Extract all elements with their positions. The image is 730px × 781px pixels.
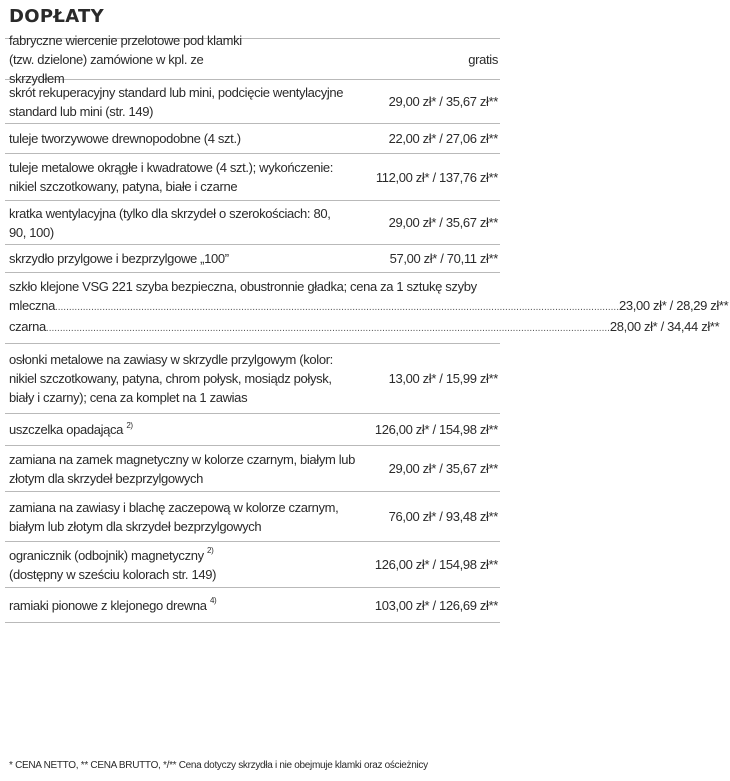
table-row [5, 587, 500, 623]
row-price: 103,00 zł* / 126,69 zł** [374, 597, 498, 613]
table-row [5, 32, 500, 86]
row-description: tuleje metalowe okrągłe i kwadratowe (4 szt.); wykończenie: nikiel szczotkowany, patyna, białe i czarne [9, 160, 334, 194]
option-price: 28,00 zł* / 34,44 zł** [609, 319, 720, 334]
row-description: skrót rekuperacyjny standard lub mini, podcięcie wentylacyjne standard lub mini (str. 149) [9, 84, 344, 119]
description-text: ramiaki pionowe z klejonego drewna [9, 597, 207, 613]
row-price: 13,00 zł* / 15,99 zł** [388, 371, 498, 386]
table-row [5, 272, 729, 343]
row-description [5, 420, 358, 439]
option-label: mleczna [9, 298, 55, 313]
row-description: fabryczne wiercenie przelotowe pod klamki (tzw. dzielone) zamówione w kpl. ze skrzydłem [9, 32, 242, 86]
row-description: osłonki metalowe na zawiasy w skrzydle przylgowym (kolor: nikiel szczotkowany, patyna, chrom połysk, mosiądz połysk, biały i czarny); cena za komplet na 1 zawias [9, 352, 333, 405]
row-price: 22,00 zł* / 27,06 zł** [388, 131, 498, 146]
price-footnote: * CENA NETTO, ** CENA BRUTTO, */** Cena dotyczy skrzydła i nie obejmuje klamki oraz ościeżnicy [9, 760, 428, 771]
description-text: ogranicznik (odbojnik) magnetyczny [9, 547, 204, 563]
row-description: tuleje tworzywowe drewnopodobne (4 szt.) [9, 131, 241, 146]
row-description: kratka wentylacyjna (tylko dla skrzydeł o szerokościach: 80, 90, 100) [9, 205, 331, 240]
table-row [5, 123, 500, 153]
row-price: 126,00 zł* / 154,98 zł** [374, 422, 498, 437]
table-row [5, 200, 500, 244]
surcharge-table [5, 32, 729, 623]
glass-option-mleczna [5, 296, 729, 317]
row-description: szkło klejone VSG 221 szyba bezpieczna, obustronnie gładka; cena za 1 sztukę szyby [9, 279, 477, 294]
row-description: zamiana na zawiasy i blachę zaczepową w kolorze czarnym, białym lub złotym dla skrzydeł bezprzylgowych [9, 499, 339, 534]
option-label: czarna [9, 319, 46, 334]
dot-leader: ........................................................................................................................................................................................................... [54, 302, 619, 313]
table-row [5, 153, 500, 200]
option-price: 23,00 zł* / 28,29 zł** [618, 298, 729, 313]
table-row [5, 445, 500, 491]
row-description [5, 546, 358, 584]
description-text: uszczelka opadająca [9, 422, 124, 437]
footnote-ref: 2) [207, 546, 214, 556]
row-price: gratis [468, 51, 498, 67]
section-title: DOPŁATY [9, 6, 104, 27]
footnote-ref: 4) [209, 596, 217, 606]
row-price: 112,00 zł* / 137,76 zł** [375, 169, 498, 185]
table-row [5, 491, 500, 541]
row-price: 126,00 zł* / 154,98 zł** [374, 557, 498, 572]
row-description [5, 596, 358, 615]
table-row [5, 541, 500, 587]
description-note: (dostępny w sześciu kolorach str. 149) [9, 566, 217, 582]
row-price: 57,00 zł* / 70,11 zł** [389, 251, 498, 266]
row-description: skrzydło przylgowe i bezprzylgowe „100” [9, 251, 229, 266]
dot-leader: ........................................................................................................................................................................................................... [45, 323, 610, 334]
footnote-ref: 2) [126, 420, 133, 430]
row-price: 29,00 zł* / 35,67 zł** [388, 215, 498, 230]
table-row [5, 79, 500, 123]
row-price: 76,00 zł* / 93,48 zł** [388, 509, 498, 524]
table-row [5, 343, 500, 413]
table-row [5, 413, 500, 445]
table-row [5, 244, 500, 272]
row-price: 29,00 zł* / 35,67 zł** [388, 461, 498, 476]
glass-option-czarna [5, 317, 720, 338]
row-description: zamiana na zamek magnetyczny w kolorze czarnym, białym lub złotym dla skrzydeł bezprzylgowych [9, 451, 356, 486]
row-price: 29,00 zł* / 35,67 zł** [388, 94, 498, 109]
